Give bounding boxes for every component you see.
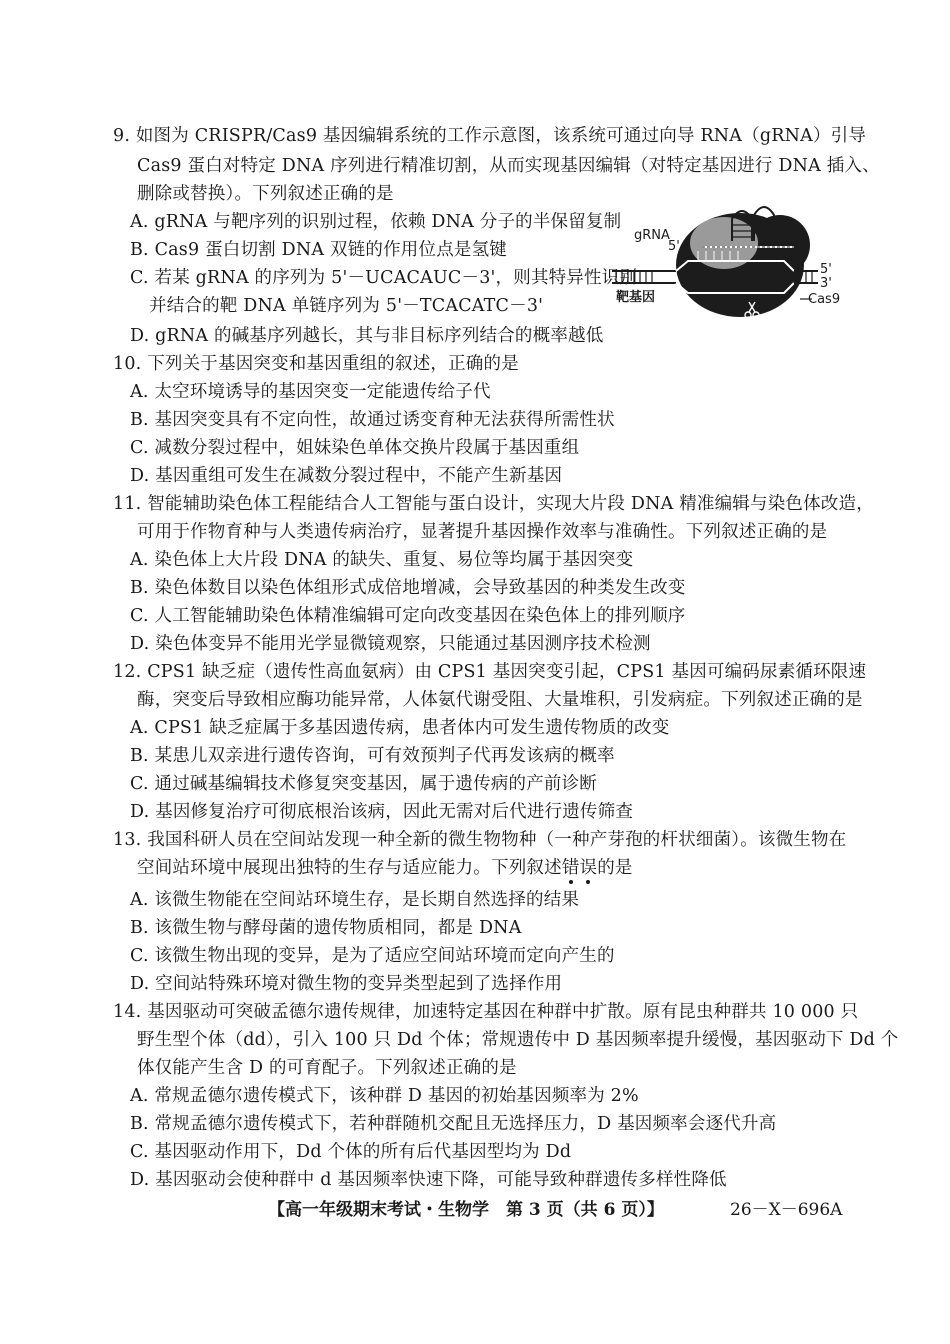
q9-option-b: B. Cas9 蛋白切割 DNA 双链的作用位点是氢键 bbox=[130, 240, 507, 260]
q9-option-c-cont: 并结合的靶 DNA 单链序列为 5'－TCACATC－3' bbox=[149, 296, 544, 316]
q13-stem-line-2 bbox=[137, 854, 633, 882]
q13-stem-line-1: 13. 我国科研人员在空间站发现一种全新的微生物物种（一种产芽孢的杆状细菌）。该微生物在 bbox=[113, 830, 847, 850]
page-footer-title: 【高一年级期末考试・生物学 第 3 页（共 6 页）】 bbox=[268, 1200, 664, 1220]
q11-option-d: D. 染色体变异不能用光学显微镜观察，只能通过基因测序技术检测 bbox=[130, 634, 651, 654]
q11-option-b: B. 染色体数目以染色体组形式成倍地增减，会导致基因的种类发生改变 bbox=[130, 578, 686, 598]
label-target-sequence: 靶序列 bbox=[688, 270, 728, 285]
q10-option-b: B. 基因突变具有不定向性，故通过诱变育种无法获得所需性状 bbox=[130, 410, 615, 430]
label-target-gene: 靶基因 bbox=[616, 290, 656, 305]
q13-option-b: B. 该微生物与酵母菌的遗传物质相同，都是 DNA bbox=[130, 918, 522, 938]
q9-stem-line-1: 9. 如图为 CRISPR/Cas9 基因编辑系统的工作示意图，该系统可通过向导 RNA（gRNA）引导 bbox=[113, 126, 867, 146]
q9-option-c: C. 若某 gRNA 的序列为 5'－UCACAUC－3'，则其特异性识别 bbox=[130, 268, 638, 288]
q12-option-b: B. 某患儿双亲进行遗传咨询，可有效预判子代再发该病的概率 bbox=[130, 746, 615, 766]
q14-stem-line-1: 14. 基因驱动可突破孟德尔遗传规律，加速特定基因在种群中扩散。原有昆虫种群共 10 000 只 bbox=[113, 1002, 859, 1022]
q10-option-c: C. 减数分裂过程中，姐妹染色单体交换片段属于基因重组 bbox=[130, 438, 580, 458]
q14-option-b: B. 常规孟德尔遗传模式下，若种群随机交配且无选择压力，D 基因频率会逐代升高 bbox=[130, 1114, 777, 1134]
label-cas9: Cas9 bbox=[808, 292, 841, 307]
q14-stem-line-2: 野生型个体（dd），引入 100 只 Dd 个体；常规遗传中 D 基因频率提升缓慢，基因驱动下 Dd 个 bbox=[137, 1030, 899, 1050]
q9-option-d: D. gRNA 的碱基序列越长，其与非目标序列结合的概率越低 bbox=[130, 326, 604, 346]
label-3prime-right: 3' bbox=[820, 276, 832, 291]
q13-option-c: C. 该微生物出现的变异，是为了适应空间站环境而定向产生的 bbox=[130, 946, 615, 966]
q13-option-d: D. 空间站特殊环境对微生物的变异类型起到了选择作用 bbox=[130, 974, 563, 994]
q12-option-c: C. 通过碱基编辑技术修复突变基因，属于遗传病的产前诊断 bbox=[130, 774, 597, 794]
q14-option-a: A. 常规孟德尔遗传模式下，该种群 D 基因的初始基因频率为 2% bbox=[130, 1086, 639, 1106]
q11-option-a: A. 染色体上大片段 DNA 的缺失、重复、易位等均属于基因突变 bbox=[130, 550, 634, 570]
q11-option-c: C. 人工智能辅助染色体精准编辑可定向改变基因在染色体上的排列顺序 bbox=[130, 606, 686, 626]
q14-option-c: C. 基因驱动作用下，Dd 个体的所有后代基因型均为 Dd bbox=[130, 1142, 572, 1162]
q10-option-d: D. 基因重组可发生在减数分裂过程中，不能产生新基因 bbox=[130, 466, 563, 486]
cas9-lobe bbox=[750, 215, 810, 275]
label-5prime-top: 5' bbox=[668, 239, 680, 254]
q9-stem-line-3: 删除或替换）。下列叙述正确的是 bbox=[137, 184, 394, 204]
label-5prime-right: 5' bbox=[820, 262, 832, 277]
q13-stem-text: 空间站环境中展现出独特的生存与适应能力。下列叙述 bbox=[137, 858, 562, 878]
q9-option-a: A. gRNA 与靶序列的识别过程，依赖 DNA 分子的半保留复制 bbox=[130, 212, 622, 232]
page-footer-code: 26－X－696A bbox=[730, 1200, 843, 1220]
crispr-cas9-diagram bbox=[612, 205, 842, 335]
q11-stem-line-2: 可用于作物育种与人类遗传病治疗，显著提升基因操作效率与准确性。下列叙述正确的是 bbox=[137, 522, 828, 542]
q13-stem-tail: 的是 bbox=[597, 858, 633, 878]
q12-option-d: D. 基因修复治疗可彻底根治该病，因此无需对后代进行遗传筛查 bbox=[130, 802, 634, 822]
q12-option-a: A. CPS1 缺乏症属于多基因遗传病，患者体内可发生遗传物质的改变 bbox=[130, 718, 670, 738]
label-grna: gRNA bbox=[634, 228, 670, 243]
q12-stem-line-2: 酶，突变后导致相应酶功能异常，人体氨代谢受阻、大量堆积，引发病症。下列叙述正确的是 bbox=[137, 690, 863, 710]
q9-stem-line-2: Cas9 蛋白对特定 DNA 序列进行精准切割，从而实现基因编辑（对特定基因进行 DNA 插入、 bbox=[137, 156, 880, 176]
q14-stem-line-3: 体仅能产生含 D 的可育配子。下列叙述正确的是 bbox=[137, 1058, 517, 1078]
q12-stem-line-1: 12. CPS1 缺乏症（遗传性高血氨病）由 CPS1 基因突变引起，CPS1 基因可编码尿素循环限速 bbox=[113, 662, 867, 682]
q11-stem-line-1: 11. 智能辅助染色体工程能结合人工智能与蛋白设计，实现大片段 DNA 精准编辑与染色体改造， bbox=[113, 494, 874, 514]
q13-emphasis-word: 错误 bbox=[562, 858, 597, 878]
q13-option-a: A. 该微生物能在空间站环境生存，是长期自然选择的结果 bbox=[130, 890, 580, 910]
q10-option-a: A. 太空环境诱导的基因突变一定能遗传给子代 bbox=[130, 382, 491, 402]
q10-stem: 10. 下列关于基因突变和基因重组的叙述，正确的是 bbox=[113, 354, 519, 374]
q14-option-d: D. 基因驱动会使种群中 d 基因频率快速下降，可能导致种群遗传多样性降低 bbox=[130, 1170, 727, 1190]
